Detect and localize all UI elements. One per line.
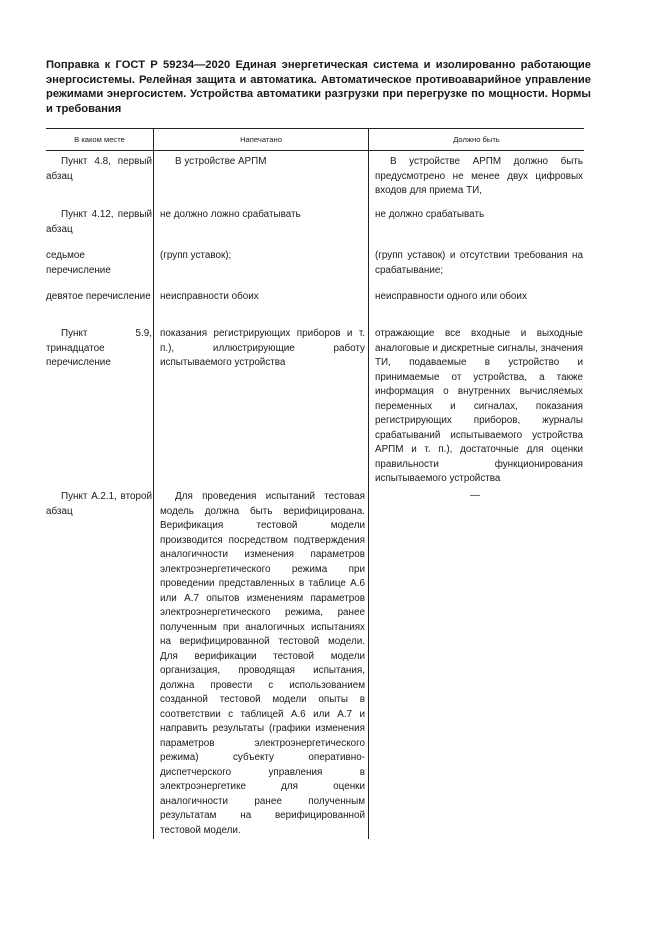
column-header-should: Должно быть xyxy=(453,135,500,144)
table-top-rule xyxy=(46,128,584,129)
table-row-should: В устройстве АРПМ должно быть предусмотрено не менее двух цифровых входов для приема ТИ, xyxy=(375,156,583,196)
table-row-should: (групп уставок) и отсутствии требования на срабатывание; xyxy=(375,250,583,276)
column-header-where: В каком месте xyxy=(74,135,125,144)
table-row-where: седьмое перечисление xyxy=(46,250,111,276)
table-row-printed: не должно ложно срабатывать xyxy=(160,209,301,220)
table-row-where: Пункт 5.9, тринадцатое перечисление xyxy=(46,328,152,368)
table-row-should: не должно срабатывать xyxy=(375,209,485,220)
table-row-printed: Для проведения испытаний тестовая модель должна быть верифицирована. Верификация тестовой модели производится посредством подтверждения аналогичности изменения параметров электроэнергетического режима при проведении представленных в таблице А.6 или А.7 опытов изменениям параметров электроэнергетического режима, ранее полученным при аналогичных испытаниях на верифицированной тестовой модели. Для верификации тестовой модели организация, проводящая испытания, должна провести с использованием созданной тестовой модели опыты в соответствии с таблицей А.6 или А.7 и направить результаты (графики изменения параметров электроэнергетического режима) субъекту оперативно-диспетчерского управления в электроэнергетике для оценки аналогичности ранее полученным результатам на верифицированной тестовой модели. xyxy=(160,491,365,836)
table-row-printed: неисправности обоих xyxy=(160,291,259,302)
column-header-printed: Напечатано xyxy=(240,135,282,144)
table-row-should: неисправности одного или обоих xyxy=(375,291,527,302)
table-row-where: девятое перечисление xyxy=(46,291,151,302)
table-row-should: отражающие все входные и выходные аналоговые и дискретные сигналы, значения ТИ, подаваемые в устройство и принимаемые от устройства, а также информация о внутренних вычисляемых переменных и сигналах, показания регистрирующих приборов, журналы срабатываний испытываемого устройства АРПМ и т. п.), достаточные для оценки правильности функционирования испытываемого устройства xyxy=(375,328,583,484)
document-title: Поправка к ГОСТ Р 59234—2020 Единая энергетическая система и изолированно работающие энергосистемы. Релейная защита и автоматика. Автоматическое противоаварийное управление режимами энергосистем. Устройства автоматики разгрузки при перегрузке по мощности. Нормы и требования xyxy=(46,59,591,115)
table-header-rule xyxy=(46,150,584,151)
table-row-where: Пункт 4.8, первый абзац xyxy=(46,156,152,182)
table-row-printed: (групп уставок); xyxy=(160,250,232,261)
column-divider-2 xyxy=(368,128,369,839)
table-row-printed: В устройстве АРПМ xyxy=(175,156,267,167)
column-divider-1 xyxy=(153,128,154,839)
table-row-should: — xyxy=(470,490,480,501)
table-row-printed: показания регистрирующих приборов и т. п.), иллюстрирующие работу испытываемого устройства xyxy=(160,328,365,368)
table-row-where: Пункт А.2.1, второй абзац xyxy=(46,491,152,517)
table-row-where: Пункт 4.12, первый абзац xyxy=(46,209,152,235)
